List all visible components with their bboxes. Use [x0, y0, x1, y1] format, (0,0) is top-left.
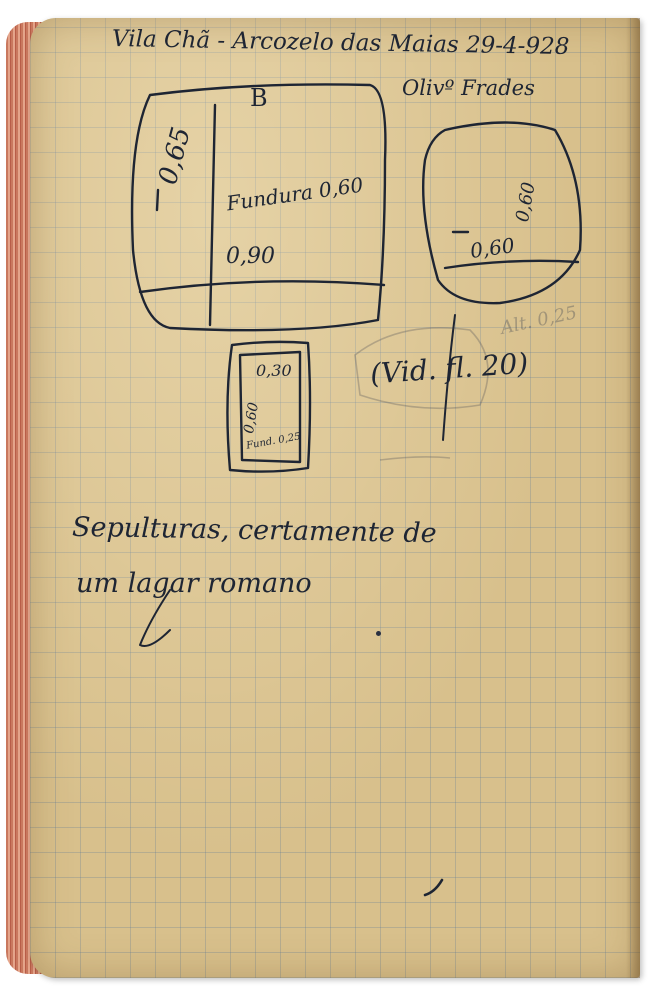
large-sketch-depth: Fundura 0,60 — [224, 172, 365, 216]
reference-note: (Vid. fl. 20) — [369, 346, 530, 391]
large-sketch-divider — [210, 105, 215, 325]
small-sketch-depth: Fund. 0,25 — [245, 431, 302, 452]
round-sketch-label-a: 0,60 — [468, 233, 516, 263]
stray-mark — [425, 880, 442, 895]
small-sketch-side: 0,60 — [241, 401, 263, 435]
large-sketch-tick — [157, 190, 158, 210]
round-sketch-label-b: 0,60 — [512, 180, 540, 224]
place-date-line: Vila Chã - Arcozelo das Maias 29-4-928 — [111, 26, 570, 60]
large-sketch-line — [140, 281, 384, 292]
faint-scribble — [380, 457, 450, 460]
round-sketch-outline — [423, 123, 581, 304]
ink-dot — [376, 631, 381, 636]
faint-note: Alt. 0,25 — [498, 302, 579, 339]
large-sketch-mark: B — [250, 84, 268, 112]
small-sketch-top: 0,30 — [256, 361, 292, 380]
author-name: Olivº Frades — [402, 76, 535, 100]
note-line-2: um lagar romano — [76, 568, 312, 599]
round-sketch-line — [445, 261, 578, 268]
note-line-1: Sepulturas, certamente de — [71, 511, 437, 550]
large-sketch-length: 0,90 — [226, 244, 275, 269]
large-sketch-width: 0,65 — [153, 124, 197, 188]
